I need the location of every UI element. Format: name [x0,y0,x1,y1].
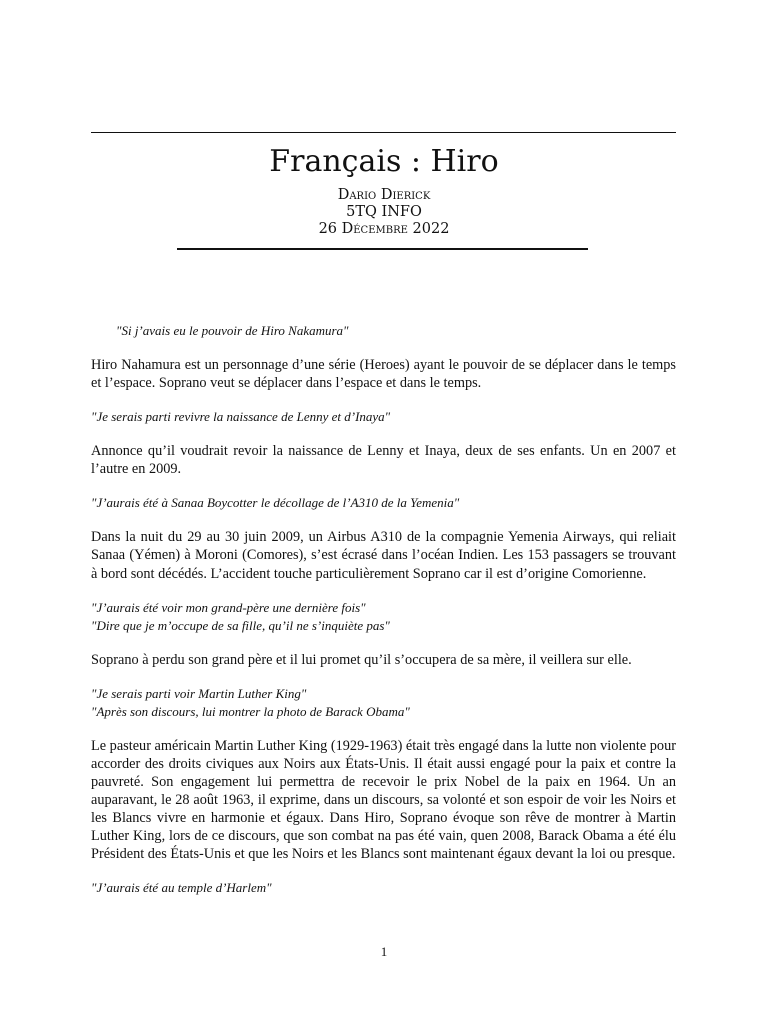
lyric-quote: "Après son discours, lui montrer la photo de Barack Obama" [91,703,410,719]
lyric-quote: "J’aurais été voir mon grand-père une dernière fois" [91,599,366,615]
lyric-quote-group [91,685,676,721]
class-name: 5TQ INFO [346,204,422,220]
title-top-rule [91,132,676,133]
page-number: 1 [380,944,388,959]
author-name: Dario Dierick [337,187,431,203]
paragraph: Hiro Nahamura est un personnage d’une série (Heroes) ayant le pouvoir de se déplacer dans le temps et l’espace. Soprano veut se déplacer dans l’espace et dans le temps. [91,357,676,392]
lyric-quote-group [91,599,676,635]
document-date: 26 Décembre 2022 [318,221,450,237]
lyric-quote: "J’aurais été à Sanaa Boycotter le décollage de l’A310 de la Yemenia" [91,495,460,511]
lyric-quote: "Dire que je m’occupe de sa fille, qu’il ne s’inquiète pas" [91,617,390,633]
title-bottom-rule [177,248,588,250]
lyric-quote: "Je serais parti voir Martin Luther King" [91,685,307,701]
paragraph: Le pasteur américain Martin Luther King (1929-1963) était très engagé dans la lutte non violente pour accorder des droits civiques aux Noirs aux États-Unis. Il était aussi engagé pour la paix et contre la pauvreté. Son engagement lui permettra de recevoir le prix Nobel de la paix en 1964. Un an auparavant, le 28 août 1963, il exprime, dans un discours, sa volonté et son espoir de voir les Noirs et les Blancs vivre en harmonie et égaux. Dans Hiro, Soprano évoque son rêve de montrer à Martin Luther King, lors de ce discours, que son combat na pas été vain, quen 2008, Barack Obama a été élu Président des États-Unis et que les Noirs et les Blancs sont maintenant égaux devant la loi ou presque. [91,737,676,863]
page-title: Français : Hiro [269,144,499,179]
paragraph: Annonce qu’il voudrait revoir la naissance de Lenny et Inaya, deux de ses enfants. Un en 2007 et l’autre en 2009. [91,443,676,478]
lyric-quote: "Je serais parti revivre la naissance de Lenny et d’Inaya" [91,409,391,425]
paragraph: Soprano à perdu son grand père et il lui promet qu’il s’occupera de sa mère, il veillera sur elle. [91,651,632,668]
lyric-quote: "J’aurais été au temple d’Harlem" [91,880,272,896]
document-body [91,322,676,913]
paragraph: Dans la nuit du 29 au 30 juin 2009, un Airbus A310 de la compagnie Yemenia Airways, qui reliait Sanaa (Yémen) à Moroni (Comores), s’est écrasé dans l’océan Indien. Les 153 passagers se trouvant à bord sont décédés. L’accident touche particulièrement Soprano car il est d’origine Comorienne. [91,529,676,582]
lyric-quote: "Si j’avais eu le pouvoir de Hiro Nakamura" [116,323,349,338]
